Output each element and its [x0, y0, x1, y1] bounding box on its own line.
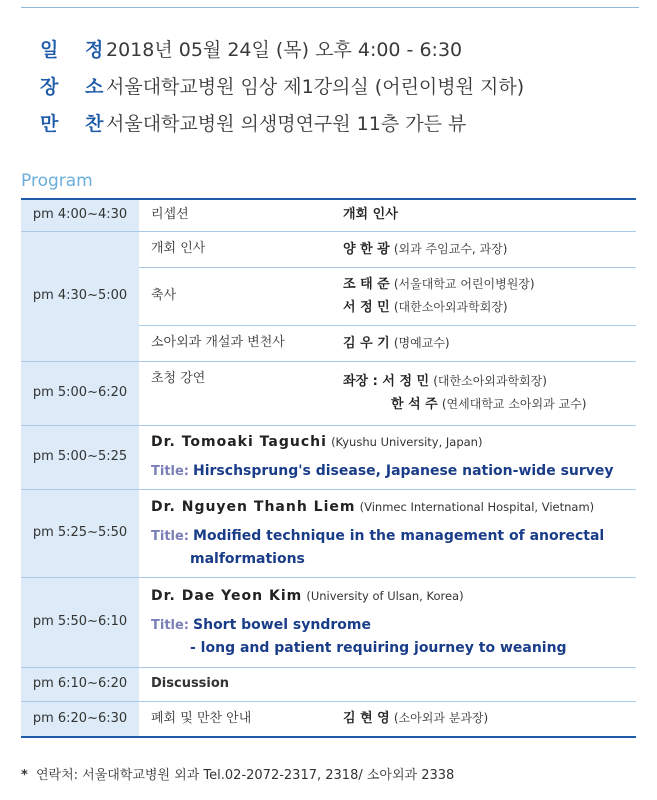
- speaker-name: Dr. Dae Yeon Kim: [151, 588, 303, 604]
- speaker-name: 조 태 준: [343, 277, 390, 292]
- time-cell: pm 5:50~6:10: [21, 577, 139, 667]
- time-cell: pm 5:00~5:25: [21, 425, 139, 489]
- session-desc: 초청 강연: [139, 361, 339, 425]
- speaker-affiliation: (명예교수): [393, 335, 450, 350]
- session-speaker: [339, 231, 636, 267]
- session-desc: 개회 인사: [139, 231, 339, 267]
- time-cell: pm 5:25~5:50: [21, 489, 139, 577]
- speaker-name: Dr. Tomoaki Taguchi: [151, 434, 327, 450]
- top-divider: [21, 7, 639, 8]
- talk-title-line: [151, 460, 630, 483]
- time-cell: pm 5:00~6:20: [21, 361, 139, 425]
- contact-text: 연락처: 서울대학교병원 외과 Tel.02-2072-2317, 2318/ 소아외과 2338: [35, 768, 455, 783]
- talk-title-line: [151, 525, 630, 548]
- schedule-row: [40, 30, 524, 67]
- speaker-affiliation: (Kyushu University, Japan): [331, 435, 483, 449]
- session-desc: 리셉션: [139, 199, 339, 231]
- event-info: [40, 30, 524, 141]
- venue-value: 서울대학교병원 임상 제1강의실 (어린이병원 지하): [106, 76, 525, 98]
- speaker-name: 김 현 영: [343, 711, 390, 727]
- time-cell: pm 4:30~5:00: [21, 231, 139, 361]
- speaker-name: 양 한 광: [343, 241, 390, 257]
- table-row: [21, 199, 636, 231]
- schedule-label: 일 정: [40, 39, 114, 61]
- discussion-label: Discussion: [139, 667, 636, 701]
- chair-name: 한 석 주: [391, 397, 438, 412]
- venue-row: [40, 67, 524, 104]
- dinner-label: 만 찬: [40, 113, 114, 135]
- time-cell: pm 6:10~6:20: [21, 667, 139, 701]
- speaker-name: 김 우 기: [343, 335, 390, 351]
- program-heading: Program: [21, 171, 93, 191]
- session-speaker: [339, 701, 636, 737]
- speaker-affiliation: (소아외과 분과장): [393, 711, 489, 726]
- session-chairs: [339, 361, 636, 425]
- chair-line: [343, 370, 636, 393]
- dinner-value: 서울대학교병원 의생명연구원 11층 가든 뷰: [106, 113, 467, 135]
- session-speaker: [339, 267, 636, 325]
- venue-label: 장 소: [40, 76, 114, 98]
- speaker-name: 개회 인사: [343, 207, 398, 223]
- asterisk: *: [21, 768, 28, 783]
- chair-line: [343, 393, 636, 416]
- speaker-line: [151, 431, 630, 454]
- contact-note: [21, 764, 454, 783]
- talk-cell: [139, 489, 636, 577]
- time-cell: pm 6:20~6:30: [21, 701, 139, 737]
- talk-title-line: [151, 614, 630, 637]
- session-speaker: [339, 325, 636, 361]
- speaker-affiliation: (서울대학교 어린이병원장): [393, 277, 535, 291]
- chair-affiliation: (대한소아외과학회장): [433, 374, 547, 388]
- table-row: [21, 701, 636, 737]
- table-row: [21, 231, 636, 267]
- dinner-row: [40, 104, 524, 141]
- schedule-value: 2018년 05월 24일 (목) 오후 4:00 - 6:30: [106, 39, 463, 61]
- speaker-affiliation: (University of Ulsan, Korea): [306, 589, 464, 603]
- speaker-line: [343, 296, 636, 319]
- session-desc: 축사: [139, 267, 339, 325]
- speaker-name: Dr. Nguyen Thanh Liem: [151, 499, 356, 515]
- talk-title: Modified technique in the management of anorectal: [193, 528, 605, 544]
- time-cell: pm 4:00~4:30: [21, 199, 139, 231]
- speaker-affiliation: (대한소아외과학회장): [393, 300, 508, 314]
- table-row: [21, 577, 636, 667]
- title-label: Title:: [151, 464, 190, 479]
- speaker-affiliation: (Vinmec International Hospital, Vietnam): [359, 500, 595, 514]
- table-row: [21, 425, 636, 489]
- talk-title: Hirschsprung's disease, Japanese nation-wide survey: [193, 463, 614, 479]
- talk-title: Short bowel syndrome: [193, 617, 371, 633]
- speaker-line: [343, 273, 636, 296]
- session-speaker: [339, 199, 636, 231]
- table-row: [21, 489, 636, 577]
- speaker-affiliation: (외과 주임교수, 과장): [393, 241, 508, 256]
- session-desc: 폐회 및 만찬 안내: [151, 710, 252, 726]
- talk-title-continued: malformations: [190, 551, 305, 567]
- session-desc: 소아외과 개설과 변천사: [139, 325, 339, 361]
- talk-cell: [139, 425, 636, 489]
- table-row: [21, 667, 636, 701]
- program-table: [21, 198, 636, 738]
- talk-cell: [139, 577, 636, 667]
- speaker-line: [151, 585, 630, 608]
- chair-affiliation: (연세대학교 소아외과 교수): [441, 397, 587, 411]
- title-label: Title:: [151, 618, 190, 633]
- chair-label: 좌장 : 서 정 민: [343, 374, 430, 389]
- speaker-name: 서 정 민: [343, 300, 390, 315]
- speaker-line: [151, 496, 630, 519]
- title-label: Title:: [151, 529, 190, 544]
- talk-title-continued: - long and patient requiring journey to weaning: [190, 640, 567, 656]
- table-row: [21, 361, 636, 425]
